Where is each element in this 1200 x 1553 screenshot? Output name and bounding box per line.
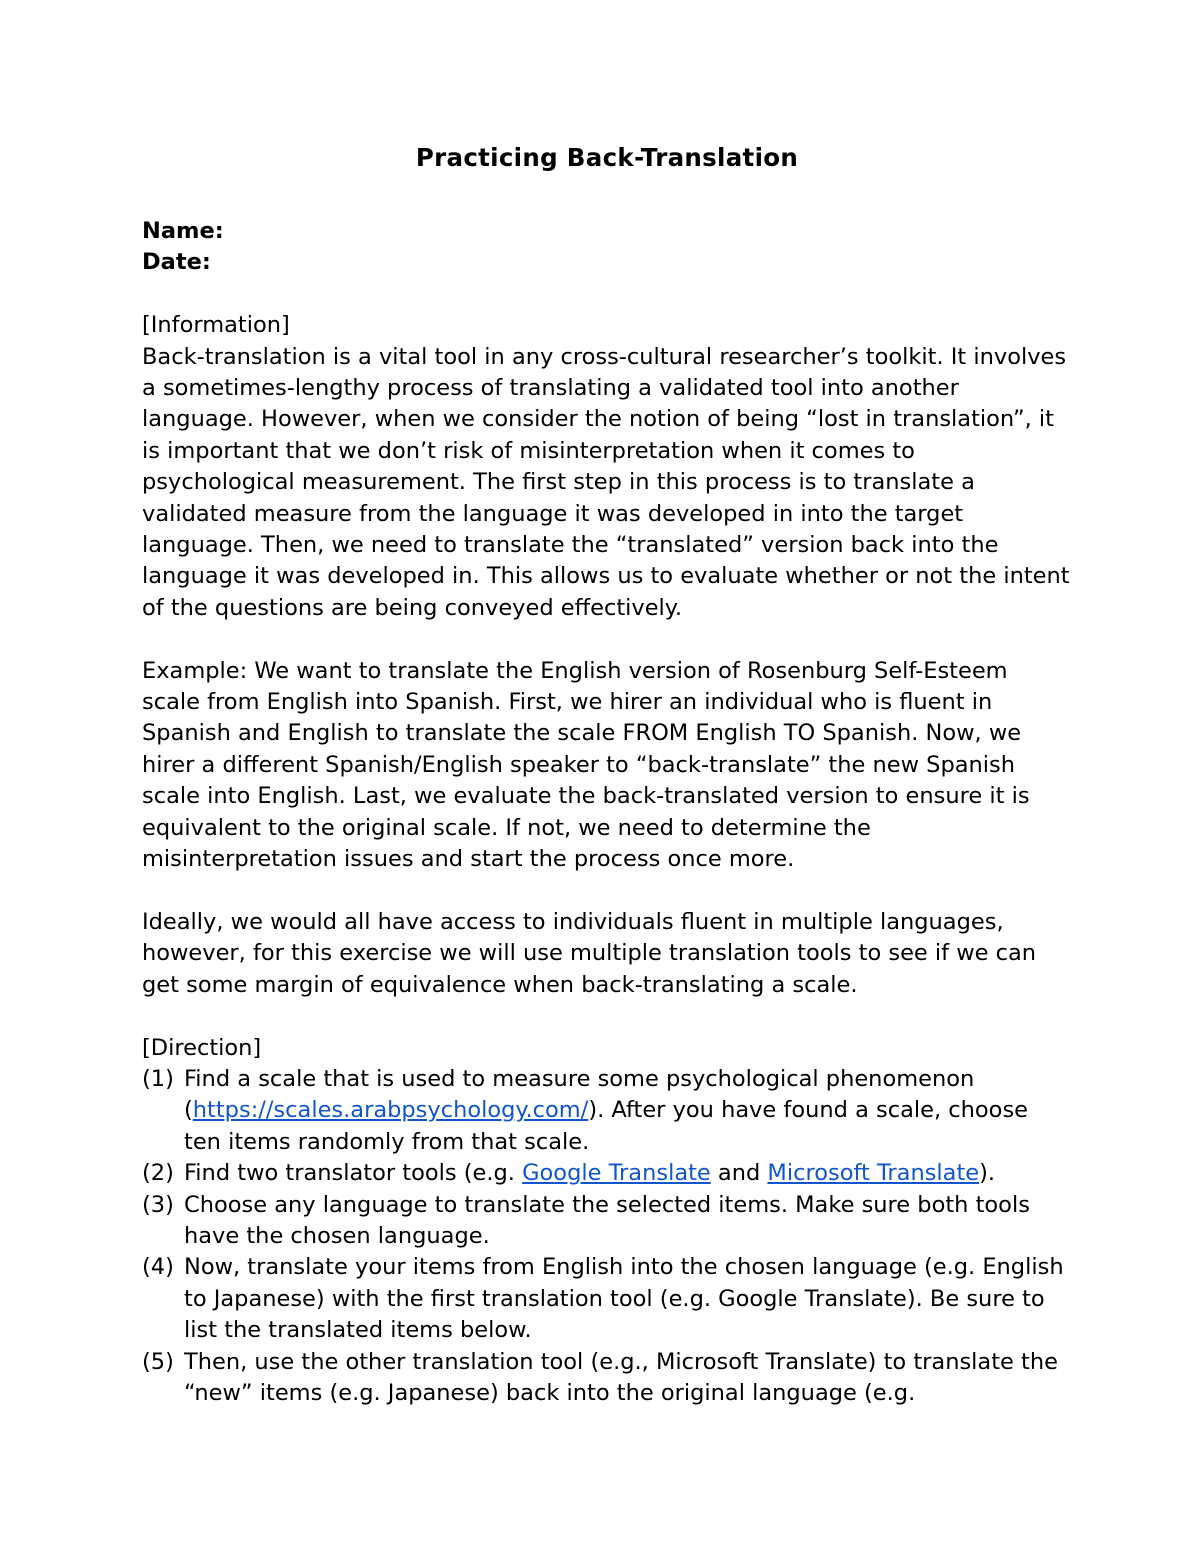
step-number: (2) xyxy=(142,1160,174,1187)
spacer xyxy=(142,876,1072,907)
google-translate-link[interactable]: Google Translate xyxy=(522,1160,711,1187)
date-label: Date: xyxy=(142,249,211,276)
spacer xyxy=(142,624,1072,655)
step-2-text-middle: and xyxy=(710,1160,768,1187)
ideally-paragraph: Ideally, we would all have access to individuals fluent in multiple languages, however, for this exercise we will use multiple translation tools to see if we can get some margin of equivalence when back-translating a scale. xyxy=(142,908,1037,998)
step-5 xyxy=(142,1347,1072,1410)
direction-steps xyxy=(142,1064,1072,1409)
step-number: (3) xyxy=(142,1191,174,1218)
step-number: (5) xyxy=(142,1348,174,1375)
spacer xyxy=(142,1001,1072,1032)
step-number: (1) xyxy=(142,1065,174,1092)
step-2 xyxy=(142,1158,1072,1189)
scales-link[interactable]: https://scales.arabpsychology.com/ xyxy=(192,1097,589,1124)
step-1-text-after: ). After you have found a scale, choose ten items randomly from that scale. xyxy=(184,1097,1029,1155)
step-2-text-after: ). xyxy=(979,1160,996,1187)
step-4-text: Now, translate your items from English into the chosen language (e.g. English to Japanese) with the first translation tool (e.g. Google Translate). Be sure to list the translated items below. xyxy=(184,1254,1064,1344)
step-number: (4) xyxy=(142,1254,174,1281)
example-paragraph: Example: We want to translate the English version of Rosenburg Self-Esteem scale from English into Spanish. First, we hirer an individual who is fluent in Spanish and English to translate the scale FROM English TO Spanish. Now, we hirer a different Spanish/English speaker to “back-translate” the new Spanish scale into English. Last, we evaluate the back-translated version to ensure it is equivalent to the original scale. If not, we need to determine the misinterpretation issues and start the process once more. xyxy=(142,657,1030,873)
document-page xyxy=(142,138,1072,1409)
information-paragraph: Back-translation is a vital tool in any cross-cultural researcher’s toolkit. It involves a sometimes-lengthy process of translating a validated tool into another language. However, when we consider the notion of being “lost in translation”, it is important that we don’t risk of misinterpretation when it comes to psychological measurement. The first step in this process is to translate a validated measure from the language it was developed in into the target language. Then, we need to translate the “translated” version back into the language it was developed in. This allows us to evaluate whether or not the intent of the questions are being conveyed effectively. xyxy=(142,343,1070,621)
document-title: Practicing Back-Translation xyxy=(415,143,799,172)
direction-heading: [Direction] xyxy=(142,1034,262,1061)
step-1-text-before: Find a scale that is used to measure some psychological phenomenon ( xyxy=(184,1065,975,1124)
step-3 xyxy=(142,1190,1072,1253)
step-3-text: Choose any language to translate the selected items. Make sure both tools have the chosen language. xyxy=(184,1191,1030,1249)
step-1 xyxy=(142,1064,1072,1158)
step-5-text: Then, use the other translation tool (e.g., Microsoft Translate) to translate the “new” items (e.g. Japanese) back into the original language (e.g. xyxy=(184,1348,1058,1406)
name-label: Name: xyxy=(142,218,224,244)
step-2-text-before: Find two translator tools (e.g. xyxy=(184,1160,523,1187)
spacer xyxy=(142,279,1072,310)
information-heading: [Information] xyxy=(142,312,290,339)
step-4 xyxy=(142,1252,1072,1346)
microsoft-translate-link[interactable]: Microsoft Translate xyxy=(767,1160,980,1187)
